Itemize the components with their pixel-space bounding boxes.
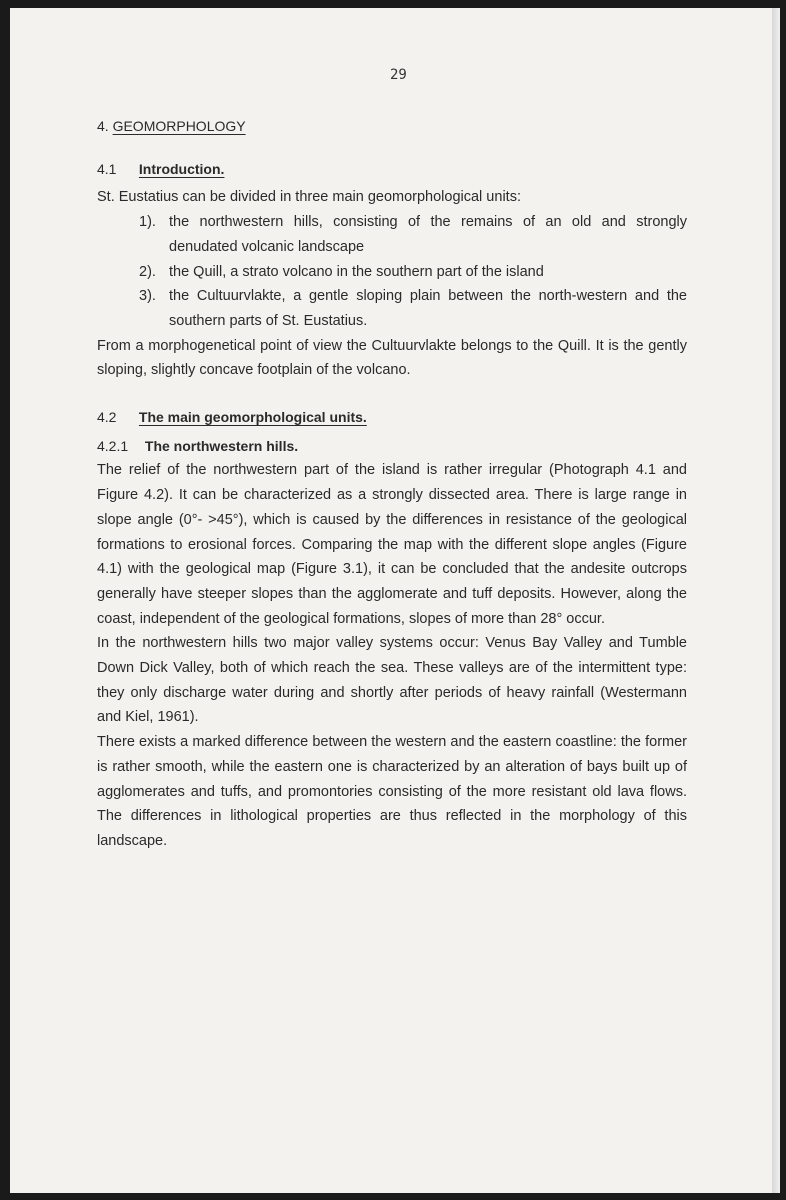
body-paragraph: In the northwestern hills two major valley systems occur: Venus Bay Valley and Tumble Down Dick Valley, both of which reach the sea. These valleys are of the intermittent type: they only discharge water during and shortly after periods of heavy rainfall (Westermann and Kiel, 1961). — [97, 635, 687, 726]
list-item-text: the Quill, a strato volcano in the southern part of the island — [169, 263, 544, 280]
page-content — [97, 114, 687, 854]
section-heading-title: GEOMORPHOLOGY — [112, 118, 246, 134]
subsubsection-number: 4.2.1 — [97, 437, 129, 454]
section-heading — [97, 114, 687, 139]
document-page — [10, 8, 780, 1193]
list-marker: 2). — [139, 263, 156, 280]
body-paragraph: The relief of the northwestern part of the island is rather irregular (Photograph 4.1 and Figure 4.2). It can be characterized as a strongly dissected area. There is large range in slope angle (0°- >45°), which is caused by the differences in resistance of the geological formations to erosional forces. Comparing the map with the different slope angles (Figure 4.1) with the geological map (Figure 3.1), it can be concluded that the andesite outcrops generally have steeper slopes than the agglomerate and tuff deposits. However, along the coast, independent of the geological formations, slopes of more than 28° occur. — [97, 462, 687, 627]
subsection-title: The main geomorphological units. — [138, 409, 367, 426]
subsection-number: 4.2 — [97, 409, 117, 426]
page-edge — [772, 8, 780, 1193]
list-item — [97, 284, 687, 333]
subsubsection-title: The northwestern hills. — [144, 437, 299, 454]
list-marker: 1). — [139, 214, 156, 231]
intro-lead: St. Eustatius can be divided in three main geomorphological units: — [97, 189, 521, 206]
list-item-text: the Cultuurvlakte, a gentle sloping plain between the north-western and the southern parts of St. Eustatius. — [169, 288, 687, 329]
body-paragraph: There exists a marked difference between the western and the eastern coastline: the former is rather smooth, while the eastern one is characterized by an alteration of bays built up of agglomerates and tuffs, and promontories consisting of the more resistant old lava flows. The differences in lithological properties are thus reflected in the morphology of this landscape. — [97, 734, 687, 849]
subsection-number: 4.1 — [97, 160, 117, 177]
section-heading-number: 4. — [97, 118, 109, 134]
subsubsection-heading — [97, 434, 687, 459]
page-number: 29 — [390, 67, 407, 83]
intro-closing: From a morphogenetical point of view the Cultuurvlakte belongs to the Quill. It is the gently sloping, slightly concave footplain of the volcano. — [97, 337, 687, 379]
list-item — [97, 260, 687, 285]
unit-list — [97, 210, 687, 334]
subsection-heading-main-units — [97, 405, 687, 430]
subsection-heading-introduction — [97, 157, 687, 182]
subsection-title: Introduction. — [138, 160, 225, 177]
list-item-text: the northwestern hills, consisting of the remains of an old and strongly denudated volcanic landscape — [169, 214, 687, 255]
list-marker: 3). — [139, 288, 156, 305]
list-item — [97, 210, 687, 259]
